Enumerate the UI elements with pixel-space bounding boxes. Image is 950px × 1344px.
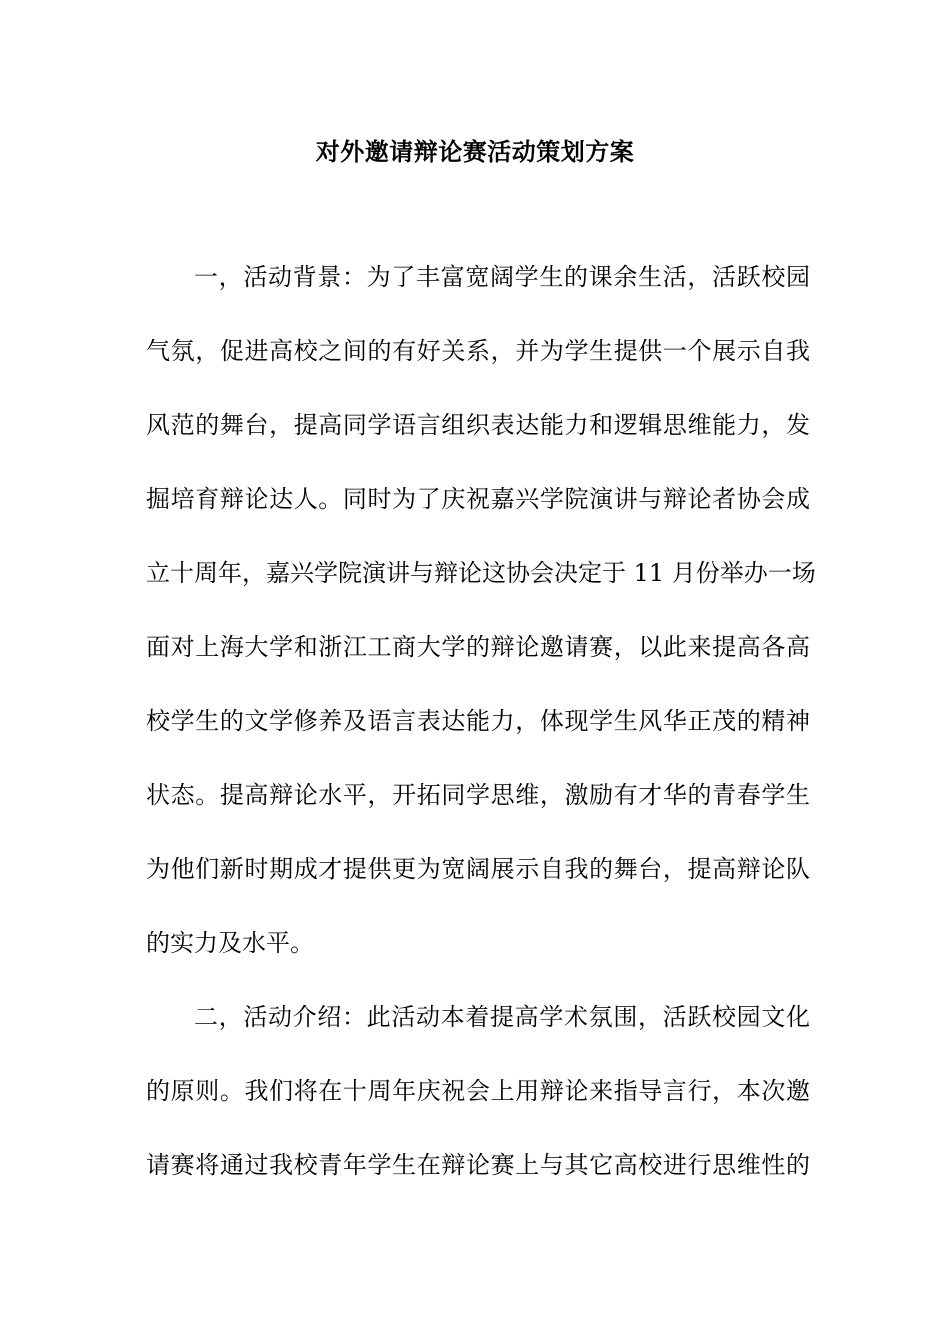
document-title: 对外邀请辩论赛活动策划方案 bbox=[315, 137, 635, 166]
paragraph-line: 二，活动介绍：此活动本着提高学术氛围，活跃校园文化 bbox=[194, 1003, 810, 1031]
paragraph-line: 立十周年，嘉兴学院演讲与辩论这协会决定于 11 月份举办一场 bbox=[146, 559, 816, 587]
paragraph-line: 掘培育辩论达人。同时为了庆祝嘉兴学院演讲与辩论者协会成 bbox=[146, 485, 810, 513]
paragraph-line: 风范的舞台，提高同学语言组织表达能力和逻辑思维能力，发 bbox=[146, 411, 810, 439]
paragraph-line: 的实力及水平。 bbox=[146, 929, 314, 957]
paragraph-line: 一，活动背景：为了丰富宽阔学生的课余生活，活跃校园 bbox=[194, 263, 810, 291]
paragraph-line: 校学生的文学修养及语言表达能力，体现学生风华正茂的精神 bbox=[146, 707, 810, 735]
paragraph-line: 面对上海大学和浙江工商大学的辩论邀请赛，以此来提高各高 bbox=[146, 633, 810, 661]
paragraph-line: 气氛，促进高校之间的有好关系，并为学生提供一个展示自我 bbox=[146, 337, 810, 365]
paragraph-line: 状态。提高辩论水平，开拓同学思维，激励有才华的青春学生 bbox=[146, 781, 810, 809]
paragraph-line: 的原则。我们将在十周年庆祝会上用辩论来指导言行，本次邀 bbox=[146, 1077, 810, 1105]
paragraph-line: 为他们新时期成才提供更为宽阔展示自我的舞台，提高辩论队 bbox=[146, 855, 810, 883]
paragraph-line: 请赛将通过我校青年学生在辩论赛上与其它高校进行思维性的 bbox=[146, 1151, 810, 1179]
